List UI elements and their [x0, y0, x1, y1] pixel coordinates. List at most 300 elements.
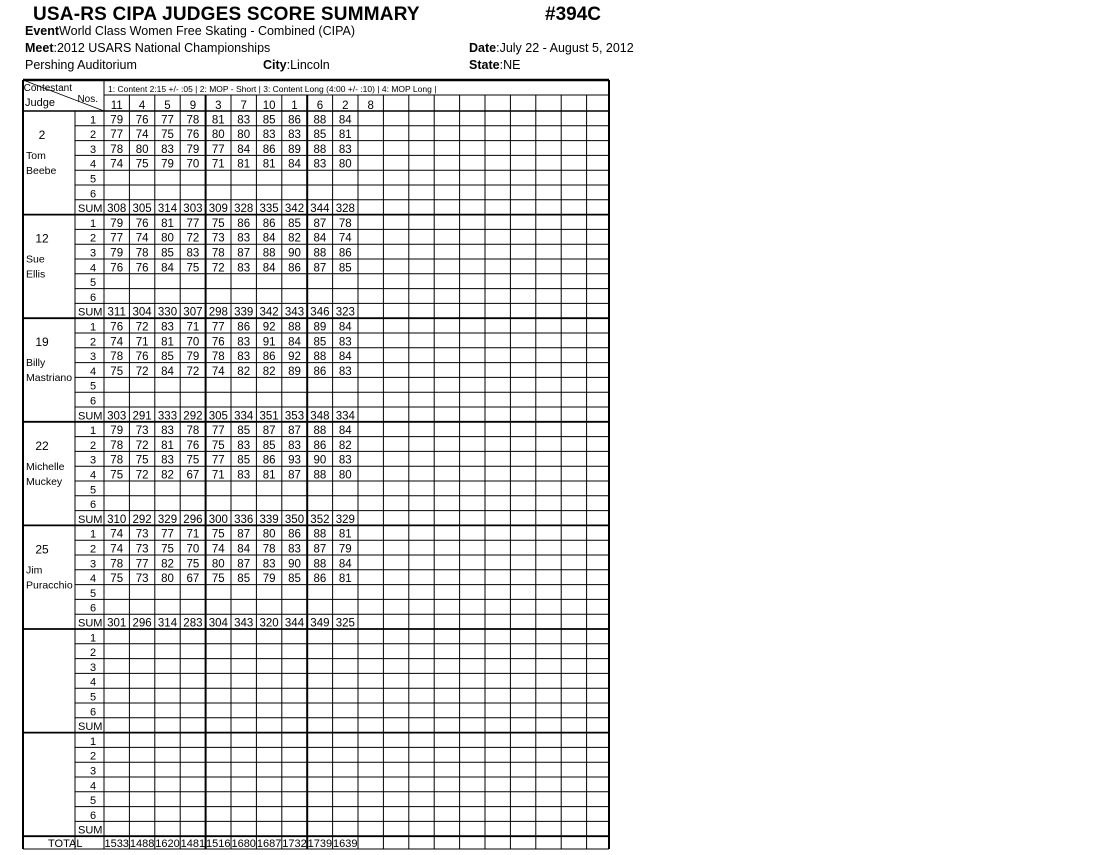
sum-cell: 348	[310, 410, 330, 423]
score-cell: 88	[288, 321, 301, 334]
score-cell: 85	[161, 247, 174, 260]
sum-cell: 296	[132, 617, 152, 630]
sum-cell: 325	[335, 617, 355, 630]
score-cell: 85	[288, 573, 301, 586]
score-cell: 84	[288, 336, 301, 349]
score-cell: 78	[338, 217, 352, 230]
sum-cell: 323	[335, 306, 355, 319]
score-cell: 73	[211, 232, 225, 245]
sum-cell: 296	[183, 513, 203, 526]
score-cell: 78	[110, 143, 124, 156]
score-cell: 79	[338, 543, 352, 556]
score-cell: 77	[211, 321, 225, 334]
row-number: 3	[89, 143, 97, 156]
row-number: 1	[89, 321, 97, 334]
judge-number: 12	[35, 231, 49, 246]
score-cell: 88	[313, 469, 327, 482]
sum-cell: 309	[208, 203, 228, 216]
score-cell: 76	[135, 262, 149, 275]
score-cell: 80	[135, 143, 149, 156]
row-number: 4	[89, 780, 97, 793]
score-cell: 87	[237, 528, 251, 541]
sum-cell: 346	[310, 306, 330, 319]
sum-cell: 351	[259, 410, 279, 423]
sum-label: SUM	[78, 824, 103, 837]
score-cell: 75	[110, 469, 124, 482]
corner-judge-label: Judge	[25, 97, 55, 109]
score-cell: 73	[135, 573, 149, 586]
state-line: State:NE	[469, 58, 521, 72]
judge-first-name: Jim	[26, 564, 43, 577]
score-cell: 75	[161, 129, 174, 142]
score-cell: 82	[161, 558, 174, 571]
score-cell: 77	[110, 232, 124, 245]
score-cell: 87	[262, 425, 276, 438]
score-cell: 73	[135, 425, 149, 438]
score-cell: 90	[288, 247, 301, 260]
score-cell: 84	[237, 543, 251, 556]
sum-cell: 350	[284, 513, 305, 526]
judge-first-name: Billy	[26, 357, 46, 370]
sum-cell: 336	[234, 513, 254, 526]
score-cell: 83	[161, 454, 174, 467]
row-number: 1	[89, 735, 97, 748]
contestant-number: 6	[316, 100, 324, 112]
sum-cell: 328	[234, 203, 254, 216]
corner-nos-label: Nos.	[77, 94, 98, 105]
score-cell: 88	[313, 247, 327, 260]
sum-cell: 329	[335, 513, 355, 526]
score-cell: 78	[110, 454, 124, 467]
row-number: 2	[89, 647, 97, 660]
score-cell: 82	[262, 365, 276, 378]
score-cell: 87	[288, 425, 301, 438]
score-cell: 89	[288, 143, 301, 156]
meet-line: Meet:2012 USARS National Championships	[25, 41, 271, 55]
row-number: 6	[89, 602, 97, 615]
score-cell: 81	[161, 439, 174, 452]
score-cell: 81	[262, 158, 276, 171]
sum-cell: 353	[284, 410, 305, 423]
contestant-number: 11	[110, 100, 123, 112]
score-cell: 80	[338, 158, 352, 171]
score-cell: 74	[110, 543, 124, 556]
score-cell: 83	[161, 321, 174, 334]
score-cell: 74	[110, 336, 124, 349]
score-cell: 77	[161, 114, 174, 127]
row-number: 5	[89, 691, 97, 704]
sum-cell: 311	[107, 306, 126, 319]
judge-number: 2	[38, 128, 46, 142]
score-cell: 72	[211, 262, 225, 275]
contestant-number: 1	[291, 100, 298, 112]
score-cell: 78	[211, 351, 225, 364]
sum-cell: 343	[234, 617, 254, 630]
score-cell: 75	[186, 454, 200, 467]
sum-label: SUM	[78, 410, 103, 423]
score-cell: 75	[135, 454, 149, 467]
score-cell: 83	[186, 247, 200, 260]
row-number: 6	[89, 188, 97, 201]
score-cell: 82	[338, 439, 352, 452]
score-cell: 86	[262, 454, 276, 467]
row-number: 2	[89, 336, 97, 349]
score-cell: 84	[338, 351, 352, 364]
total-cell: 1732	[282, 838, 307, 850]
score-cell: 87	[237, 558, 251, 571]
state-value: NE	[503, 58, 521, 72]
row-number: 1	[89, 114, 97, 127]
row-number: 4	[89, 262, 97, 275]
score-cell: 73	[135, 543, 149, 556]
score-cell: 76	[186, 439, 200, 452]
score-cell: 74	[110, 528, 124, 541]
score-cell: 80	[211, 129, 225, 142]
score-cell: 82	[237, 365, 251, 378]
score-cell: 90	[288, 558, 301, 571]
score-cell: 92	[262, 321, 276, 334]
score-cell: 83	[237, 232, 251, 245]
sum-label: SUM	[78, 617, 103, 630]
score-cell: 78	[186, 425, 200, 438]
score-cell: 76	[135, 217, 149, 230]
score-cell: 87	[237, 247, 251, 260]
judge-number: 22	[35, 438, 49, 453]
judge-last-name: Ellis	[26, 268, 46, 281]
sum-cell: 298	[208, 306, 228, 319]
score-cell: 83	[237, 351, 251, 364]
total-cell: 1680	[231, 838, 256, 850]
score-cell: 79	[110, 247, 124, 260]
row-number: 1	[89, 528, 97, 541]
score-cell: 81	[338, 528, 352, 541]
score-cell: 85	[237, 573, 251, 586]
score-cell: 72	[135, 321, 149, 334]
sum-cell: 303	[107, 410, 127, 423]
contestant-number: 9	[189, 100, 197, 112]
sum-cell: 339	[234, 306, 254, 319]
score-cell: 88	[313, 351, 327, 364]
judge-first-name: Michelle	[26, 460, 65, 473]
score-cell: 84	[262, 232, 276, 245]
sum-cell: 342	[259, 306, 279, 319]
score-cell: 75	[211, 573, 225, 586]
score-cell: 81	[262, 469, 276, 482]
score-cell: 72	[186, 232, 200, 245]
score-cell: 83	[338, 143, 352, 156]
score-cell: 76	[110, 321, 124, 334]
sum-cell: 291	[132, 410, 152, 423]
contestant-number: 7	[240, 100, 247, 112]
contestant-number: 4	[138, 100, 146, 112]
sum-cell: 308	[107, 203, 127, 216]
sum-label: SUM	[78, 306, 103, 319]
score-cell: 81	[161, 336, 174, 349]
score-cell: 77	[110, 129, 124, 142]
meet-label: Meet	[25, 41, 54, 55]
sum-cell: 292	[183, 410, 203, 423]
score-cell: 81	[338, 573, 352, 586]
row-number: 6	[89, 291, 97, 304]
judge-number: 19	[35, 335, 49, 350]
score-cell: 72	[135, 469, 149, 482]
sum-cell: 343	[284, 306, 305, 319]
judge-first-name: Tom	[26, 150, 46, 162]
score-cell: 91	[262, 336, 276, 349]
sum-cell: 305	[208, 410, 228, 423]
score-cell: 88	[313, 425, 327, 438]
score-cell: 86	[313, 573, 327, 586]
score-cell: 86	[262, 143, 276, 156]
score-cell: 81	[211, 114, 225, 127]
score-cell: 85	[237, 425, 251, 438]
score-cell: 80	[237, 129, 251, 142]
score-cell: 88	[313, 528, 327, 541]
score-cell: 76	[135, 114, 149, 127]
row-number: 6	[89, 499, 97, 512]
city-value: Lincoln	[290, 58, 330, 72]
row-number: 2	[89, 750, 97, 763]
score-cell: 80	[262, 528, 276, 541]
sum-cell: 334	[234, 410, 254, 423]
sum-cell: 300	[208, 513, 228, 526]
score-cell: 83	[288, 543, 301, 556]
score-cell: 89	[288, 365, 301, 378]
sum-cell: 349	[310, 617, 330, 630]
score-cell: 78	[186, 114, 200, 127]
row-number: 4	[89, 573, 97, 586]
score-cell: 78	[211, 247, 225, 260]
sum-cell: 301	[107, 617, 127, 630]
date-label: Date	[469, 41, 497, 55]
score-cell: 75	[135, 158, 149, 171]
score-cell: 82	[288, 232, 301, 245]
score-cell: 86	[288, 114, 301, 127]
row-number: 1	[89, 632, 97, 645]
score-cell: 77	[211, 143, 225, 156]
score-cell: 79	[110, 425, 124, 438]
row-number: 2	[89, 439, 97, 452]
event-value: World Class Women Free Skating - Combined (CIPA)	[59, 24, 355, 38]
score-cell: 74	[135, 232, 149, 245]
score-cell: 75	[211, 439, 225, 452]
score-cell: 79	[161, 158, 174, 171]
meet-value: 2012 USARS National Championships	[56, 41, 271, 55]
score-cell: 82	[161, 469, 174, 482]
score-cell: 71	[135, 336, 149, 349]
score-cell: 79	[110, 114, 124, 127]
score-cell: 88	[313, 558, 327, 571]
row-number: 3	[89, 661, 97, 674]
row-number: 3	[89, 351, 97, 364]
score-cell: 92	[288, 351, 301, 364]
score-cell: 83	[262, 558, 276, 571]
score-cell: 75	[211, 528, 225, 541]
row-number: 5	[89, 277, 97, 290]
score-cell: 71	[186, 528, 200, 541]
score-cell: 83	[237, 262, 251, 275]
score-cell: 77	[186, 217, 200, 230]
sum-cell: 303	[183, 203, 203, 216]
score-cell: 86	[288, 262, 301, 275]
score-cell: 76	[186, 129, 200, 142]
score-cell: 72	[135, 439, 149, 452]
sum-cell: 310	[107, 513, 127, 526]
score-cell: 85	[313, 336, 327, 349]
score-cell: 83	[161, 143, 174, 156]
score-cell: 86	[313, 365, 327, 378]
row-number: 6	[89, 809, 97, 822]
sum-label: SUM	[78, 721, 103, 734]
sum-cell: 283	[183, 617, 203, 630]
score-cell: 85	[262, 114, 276, 127]
sum-cell: 344	[284, 617, 305, 630]
score-cell: 86	[262, 217, 276, 230]
score-cell: 84	[237, 143, 251, 156]
total-cell: 1620	[155, 838, 180, 850]
score-cell: 83	[338, 336, 352, 349]
score-cell: 88	[313, 143, 327, 156]
sum-cell: 292	[132, 513, 152, 526]
row-number: 2	[89, 543, 97, 556]
score-cell: 77	[211, 454, 225, 467]
score-cell: 86	[288, 528, 301, 541]
sum-cell: 307	[183, 306, 203, 319]
score-cell: 84	[338, 114, 352, 127]
score-cell: 84	[161, 365, 174, 378]
score-cell: 85	[313, 129, 327, 142]
score-cell: 83	[237, 336, 251, 349]
row-number: 3	[89, 454, 97, 467]
total-cell: 1639	[333, 838, 358, 850]
score-cell: 76	[110, 262, 124, 275]
city-line: City:Lincoln	[263, 58, 330, 72]
total-label: TOTAL	[48, 838, 83, 850]
score-cell: 79	[186, 351, 200, 364]
row-number: 2	[89, 129, 97, 142]
score-cell: 85	[237, 454, 251, 467]
score-cell: 88	[262, 247, 276, 260]
row-number: 4	[89, 365, 97, 378]
score-cell: 84	[313, 232, 327, 245]
venue: Pershing Auditorium	[25, 58, 137, 72]
row-number: 5	[89, 795, 97, 808]
score-cell: 79	[110, 217, 124, 230]
row-number: 3	[89, 765, 97, 778]
score-cell: 80	[161, 232, 174, 245]
judge-last-name: Muckey	[26, 475, 63, 488]
row-number: 5	[89, 484, 97, 497]
score-cell: 83	[237, 114, 251, 127]
sum-cell: 344	[310, 203, 330, 216]
sum-cell: 305	[132, 203, 152, 216]
sum-cell: 314	[157, 203, 178, 216]
sum-label: SUM	[78, 513, 103, 526]
contestant-number: 3	[215, 100, 222, 112]
score-cell: 80	[211, 558, 225, 571]
score-cell: 70	[186, 158, 200, 171]
total-cell: 1687	[256, 838, 282, 850]
score-cell: 83	[338, 454, 352, 467]
score-cell: 87	[313, 262, 327, 275]
sum-cell: 335	[259, 203, 279, 216]
total-cell: 1481	[180, 838, 206, 850]
score-cell: 67	[186, 573, 200, 586]
row-number: 4	[89, 676, 97, 689]
score-cell: 76	[211, 336, 225, 349]
page-title: USA-RS CIPA JUDGES SCORE SUMMARY	[33, 4, 420, 25]
corner-contestant-label: Contestant	[23, 83, 72, 94]
score-cell: 85	[288, 217, 301, 230]
sum-cell: 320	[259, 617, 279, 630]
score-cell: 86	[338, 247, 352, 260]
score-cell: 81	[161, 217, 174, 230]
score-cell: 84	[161, 262, 174, 275]
date-value: July 22 - August 5, 2012	[499, 41, 634, 55]
score-cell: 71	[186, 321, 200, 334]
section-legend: 1: Content 2:15 +/- :05 | 2: MOP - Short | 3: Content Long (4:00 +/- :10) | 4: MOP Long |	[108, 84, 437, 94]
score-cell: 84	[338, 558, 352, 571]
contestant-number: 10	[262, 100, 276, 112]
score-cell: 83	[288, 439, 301, 452]
score-cell: 80	[338, 469, 352, 482]
score-cell: 73	[135, 528, 149, 541]
score-cell: 75	[186, 262, 200, 275]
score-cell: 72	[186, 365, 200, 378]
score-cell: 87	[288, 469, 301, 482]
row-number: 1	[89, 425, 97, 438]
state-label: State	[469, 58, 500, 72]
score-cell: 67	[186, 469, 200, 482]
sum-label: SUM	[78, 203, 103, 216]
score-cell: 75	[110, 365, 124, 378]
score-cell: 81	[338, 129, 352, 142]
judge-last-name: Puracchio	[26, 579, 73, 592]
score-cell: 86	[237, 217, 251, 230]
score-cell: 86	[262, 351, 276, 364]
score-cell: 79	[262, 573, 276, 586]
score-cell: 75	[161, 543, 174, 556]
sum-cell: 342	[284, 203, 305, 216]
score-cell: 79	[186, 143, 200, 156]
score-cell: 80	[161, 573, 174, 586]
score-cell: 74	[338, 232, 352, 245]
score-cell: 83	[338, 365, 352, 378]
score-cell: 75	[211, 217, 225, 230]
score-cell: 89	[313, 321, 327, 334]
score-cell: 71	[211, 158, 225, 171]
score-cell: 88	[313, 114, 327, 127]
score-cell: 86	[237, 321, 251, 334]
score-cell: 78	[262, 543, 276, 556]
judge-first-name: Sue	[26, 253, 45, 266]
score-cell: 83	[237, 469, 251, 482]
score-cell: 85	[262, 439, 276, 452]
score-cell: 83	[262, 129, 276, 142]
score-cell: 74	[110, 158, 124, 171]
score-cell: 90	[313, 454, 327, 467]
row-number: 4	[89, 158, 97, 171]
event-label: Event	[25, 24, 60, 38]
contestant-number: 8	[367, 100, 374, 112]
score-cell: 78	[110, 351, 124, 364]
score-cell: 74	[211, 365, 225, 378]
score-cell: 83	[313, 158, 327, 171]
sum-cell: 304	[132, 306, 152, 319]
score-cell: 78	[110, 439, 124, 452]
contestant-number: 5	[164, 100, 171, 112]
total-cell: 1488	[129, 838, 155, 850]
